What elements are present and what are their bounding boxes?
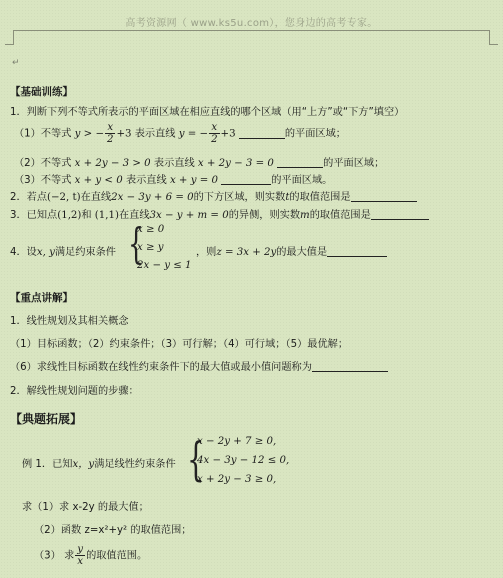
- question-4-prefix: 4．设x, y满足约束条件: [10, 247, 116, 258]
- answer-blank: [239, 127, 285, 139]
- left-corner-mark: [5, 30, 14, 45]
- key-point-2: 2．解线性规划问题的步骤：: [10, 386, 139, 397]
- answer-blank: [221, 173, 271, 185]
- answer-blank: [277, 156, 323, 168]
- example-question-2: （2）函数 z=x²+y² 的取值范围；: [34, 525, 192, 536]
- example-question-3: （3） 求 $\frac{y}{x}$ 的取值范围。: [34, 544, 148, 567]
- question-4-suffix: ，则z = 3x + 2y的最大值是: [196, 243, 387, 258]
- question-1-part-3: （3）不等式 x + y < 0 表示直线 x + y = 0 的平面区域。: [14, 175, 333, 186]
- section-title-examples: 【典题拓展】: [10, 412, 83, 426]
- right-corner-mark: [489, 30, 498, 45]
- key-point-concepts: （1）目标函数；（2）约束条件；（3）可行解；（4）可行域；（5）最优解；: [10, 339, 349, 350]
- q4-condition-3: 2x − y ≤ 1: [137, 260, 192, 271]
- key-point-definition: （6）求线性目标函数在线性约束条件下的最大值或最小值问题称为: [10, 358, 388, 373]
- answer-blank: [327, 245, 387, 257]
- brace-icon: {: [128, 219, 145, 268]
- brace-icon: {: [187, 432, 205, 486]
- example-condition-1: x − 2y + 7 ≥ 0,: [197, 436, 277, 447]
- example-condition-2: 4x − 3y − 12 ≤ 0,: [197, 455, 290, 466]
- answer-blank: [312, 360, 388, 372]
- page-header: 高考资源网（ www.ks5u.com），您身边的高考专家。: [125, 18, 378, 29]
- q4-condition-1: x ≥ 0: [137, 224, 165, 235]
- answer-blank: [371, 208, 429, 220]
- example-condition-3: x + 2y − 3 ≥ 0,: [197, 474, 277, 485]
- question-3: 3．已知点(1,2)和 (1,1)在直线3x − y + m = 0的异侧，则实数m的取值范围是: [10, 206, 429, 221]
- question-1-part-1: （1）不等式 y > − $\frac{x}{2}$ +3 表示直线 y = − $\frac{x}{2}$ +3 的平面区域；: [14, 122, 346, 145]
- section-title-key-points: 【重点讲解】: [10, 292, 73, 304]
- question-1: 1．判断下列不等式所表示的平面区域在相应直线的哪个区域（用“上方”或“下方”填空）: [10, 107, 405, 118]
- example-1-prefix: 例 1．已知x，y满足线性约束条件: [22, 459, 176, 470]
- example-question-1: 求（1）求 x-2y 的最大值；: [22, 502, 149, 513]
- question-1-part-2: （2）不等式 x + 2y − 3 > 0 表示直线 x + 2y − 3 = 0 的平面区域；: [14, 158, 385, 169]
- answer-blank: [351, 190, 417, 202]
- q4-condition-2: x ≥ y: [137, 242, 164, 253]
- key-point-1: 1．线性规划及其相关概念: [10, 316, 129, 327]
- section-title-basic: 【基础训练】: [10, 86, 73, 98]
- paragraph-mark-icon: ↵: [12, 58, 20, 68]
- header-rule: [14, 30, 489, 31]
- question-2: 2．若点(−2, t)在直线2x − 3y + 6 = 0的下方区域，则实数t的取值范围是: [10, 188, 417, 203]
